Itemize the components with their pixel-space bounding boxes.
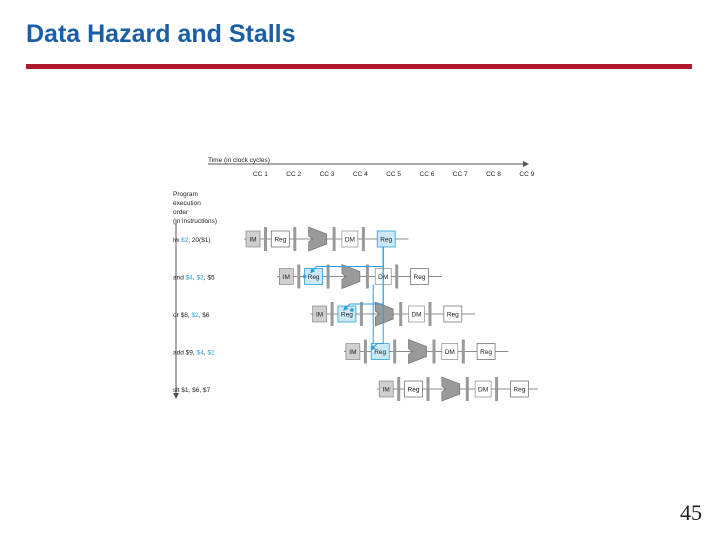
register-highlight: $4 — [185, 274, 193, 282]
reg-read-stage-label: Reg — [340, 311, 353, 319]
clock-cycle-5: CC 5 — [386, 171, 402, 178]
register-highlight: $4 — [196, 349, 204, 357]
time-axis-label: Time (in clock cycles) — [208, 157, 270, 164]
register-highlight: $2 — [180, 237, 189, 244]
dm-stage-label: DM — [444, 349, 455, 356]
instruction-label — [173, 312, 210, 319]
reg-read-stage-label: Reg — [307, 274, 320, 281]
clock-cycle-6: CC 6 — [419, 171, 435, 178]
clock-cycle-3: CC 3 — [319, 171, 335, 178]
pipeline-register-bar — [366, 265, 369, 289]
clock-cycle-7: CC 7 — [452, 171, 468, 178]
program-order-line: (in instructions) — [173, 218, 218, 225]
instruction-label — [173, 387, 211, 394]
pipeline-register-bar — [360, 302, 363, 326]
pipeline-register-bar — [462, 340, 465, 364]
dm-stage-label: DM — [411, 311, 422, 319]
instruction-text: , — [203, 349, 208, 357]
instruction-label — [173, 237, 211, 244]
reg-write-stage-label: Reg — [480, 349, 493, 356]
register-highlight: $2 — [191, 312, 199, 319]
pipeline-row — [377, 377, 538, 401]
dm-stage-label: DM — [344, 236, 355, 244]
reg-write-stage-label: Reg — [513, 386, 526, 394]
register-highlight: $2 — [207, 349, 215, 357]
pipeline-register-bar — [433, 340, 436, 364]
pipeline-register-bar — [395, 265, 398, 289]
reg-write-stage-label: Reg — [413, 274, 426, 281]
reg-read-stage-label: Reg — [407, 386, 420, 394]
instruction-text: slt $1, $6, $7 — [173, 387, 211, 394]
program-order-line: order — [173, 209, 189, 216]
im-stage-label: IM — [282, 274, 290, 281]
program-order-line: Program — [173, 191, 198, 198]
instruction-text: , — [192, 274, 197, 282]
forwarding-junction — [303, 275, 307, 279]
instruction-label — [173, 350, 215, 357]
page-number: 45 — [680, 500, 702, 525]
clock-cycle-9: CC 9 — [519, 171, 535, 178]
im-stage-label: IM — [349, 349, 357, 356]
pipeline-register-bar — [466, 377, 469, 401]
clock-cycle-8: CC 8 — [486, 171, 501, 178]
pipeline-register-bar — [333, 227, 336, 251]
clock-cycle-2: CC 2 — [286, 171, 302, 178]
reg-write-stage-label: Reg — [446, 311, 459, 319]
dm-stage-label: DM — [478, 386, 489, 394]
clock-cycle-labels — [253, 171, 535, 178]
pipeline-register-bar — [264, 227, 267, 251]
pipeline-row — [311, 302, 476, 326]
pipeline-row — [277, 265, 442, 289]
im-stage-label: IM — [315, 311, 324, 319]
pipeline-register-bar — [393, 340, 396, 364]
register-highlight: $2 — [196, 274, 204, 282]
pipeline-diagram — [168, 150, 538, 410]
pipeline-register-bar — [427, 377, 430, 401]
instruction-text: lw — [173, 237, 181, 244]
pipeline-register-bar — [293, 227, 296, 251]
instruction-label — [173, 275, 215, 282]
instruction-text: , $5 — [203, 274, 215, 282]
program-order-label — [173, 191, 217, 225]
pipeline-row — [344, 340, 509, 364]
pipeline-register-bar — [364, 340, 367, 364]
pipeline-register-bar — [362, 227, 365, 251]
pipeline-register-bar — [429, 302, 432, 326]
title-divider — [26, 64, 692, 69]
pipeline-register-bar — [399, 302, 402, 326]
pipeline-register-bar — [495, 377, 498, 401]
reg-read-stage-label: Reg — [274, 236, 287, 244]
slide-title: Data Hazard and Stalls — [26, 20, 296, 48]
program-order-line: execution — [173, 200, 201, 207]
pipeline-register-bar — [397, 377, 400, 401]
instruction-text: add $9, — [173, 349, 197, 357]
pipeline-register-bar — [327, 265, 330, 289]
reg-read-stage-label: Reg — [374, 349, 387, 356]
instruction-text: , 20($1) — [188, 237, 211, 244]
pipeline-rows — [244, 227, 538, 401]
pipeline-row — [244, 227, 409, 251]
reg-write-stage-label: Reg — [380, 236, 393, 244]
pipeline-register-bar — [297, 265, 300, 289]
instruction-text: or $8, — [173, 312, 192, 319]
instruction-text: , $6 — [198, 312, 210, 319]
im-stage-label: IM — [382, 386, 390, 394]
clock-cycle-1: CC 1 — [253, 171, 268, 178]
im-stage-label: IM — [249, 236, 257, 244]
pipeline-register-bar — [331, 302, 334, 326]
forwarding-junction — [350, 308, 354, 312]
instruction-labels — [173, 237, 215, 394]
instruction-text: and — [173, 274, 186, 282]
forwarding-paths — [303, 247, 383, 350]
clock-cycle-4: CC 4 — [352, 171, 368, 178]
dm-stage-label: DM — [378, 274, 389, 281]
